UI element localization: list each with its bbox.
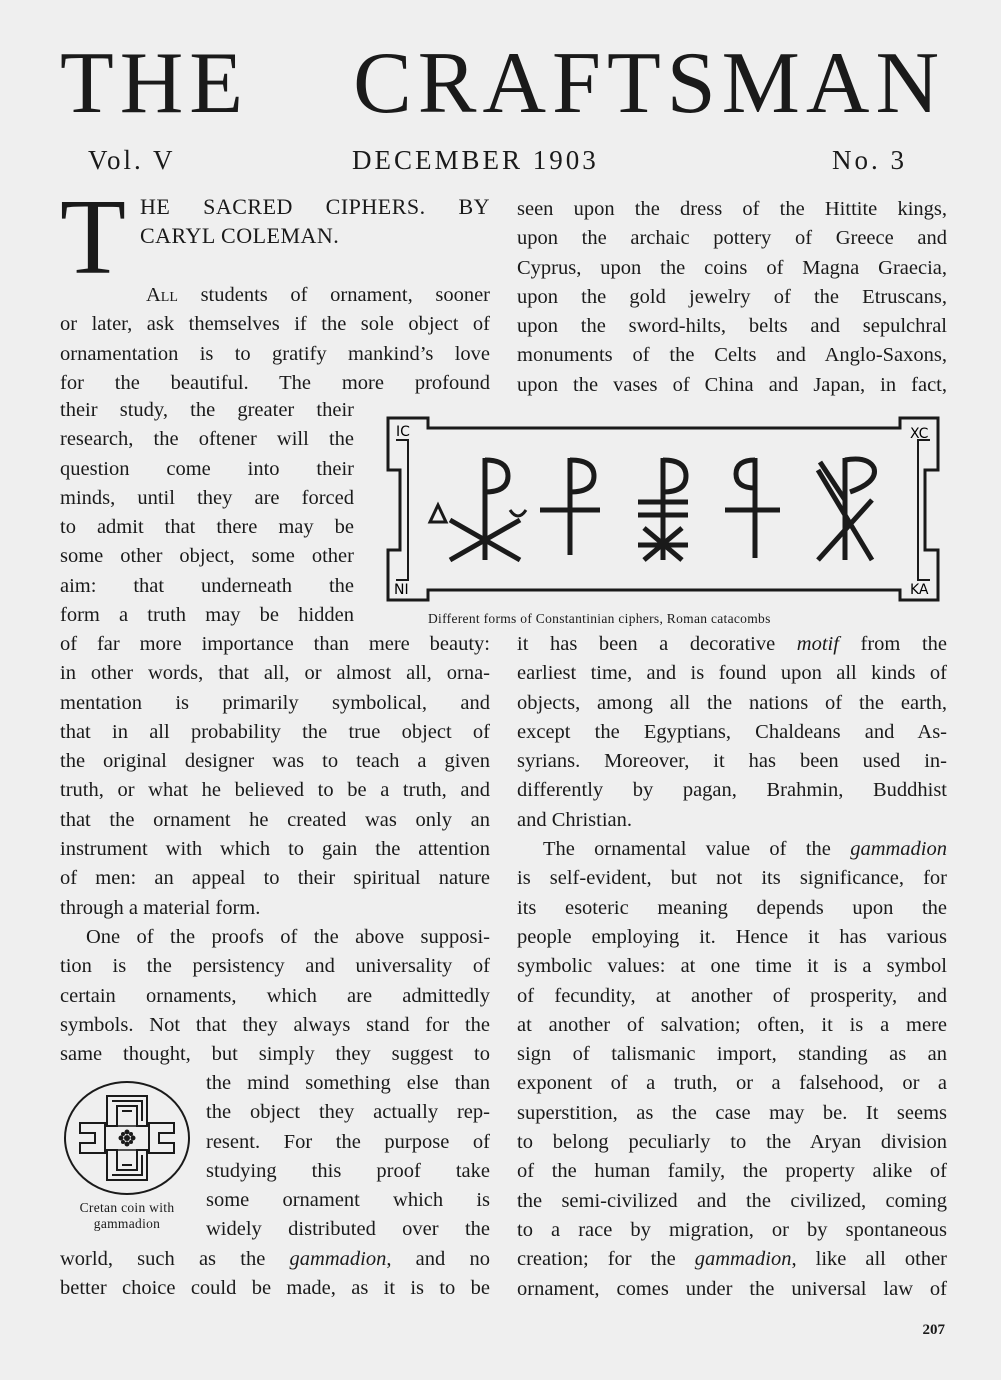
text-line: truth, or what he believed to be a truth, and: [60, 779, 490, 802]
text-line: some other object, some other: [60, 545, 354, 568]
text-line: upon the gold jewelry of the Etruscans,: [517, 285, 947, 308]
constantinian-ciphers-figure: [380, 410, 946, 608]
issue-date: DECEMBER 1903: [352, 145, 599, 175]
text-line: monuments of the Celts and Anglo-Saxons,: [517, 344, 947, 367]
text-line: world, such as the gammadion, and no: [60, 1248, 490, 1270]
text-line: The ornamental value of the gammadion: [543, 838, 947, 861]
text-line: the original designer was to teach a given: [60, 750, 490, 773]
text-line: upon the sword-hilts, belts and sepulchral: [517, 315, 947, 338]
volume-label: Vol. V: [88, 145, 176, 175]
coin-figure-caption: [60, 1200, 194, 1232]
left-column-top: [60, 281, 490, 398]
flower-icon: [119, 1130, 136, 1147]
corner-label: IC: [396, 424, 410, 440]
text-line: form a truth may be hidden: [60, 604, 354, 627]
text-line: at another of salvation; often, it is a mere: [517, 1013, 947, 1036]
text-line: resent. For the purpose of: [206, 1130, 490, 1153]
tau-rho-icon: [725, 458, 780, 558]
text-line: question come into their: [60, 457, 354, 480]
text-line: aim: that underneath the: [60, 574, 354, 597]
text-line: All students of ornament, sooner: [146, 284, 490, 306]
text-line: symbols. Not that they always stand for the: [60, 1013, 490, 1036]
corner-label: KA: [910, 582, 929, 598]
text-line: for the beautiful. The more profound: [60, 371, 490, 394]
text-line: studying this proof take: [206, 1159, 490, 1182]
text-line: of far more importance than mere beauty:: [60, 633, 490, 655]
text-line: research, the oftener will the: [60, 428, 354, 451]
text-line: the semi-civilized and the civilized, coming: [517, 1189, 947, 1212]
text-line: seen upon the dress of the Hittite kings,: [517, 198, 947, 220]
rho-star-icon: [638, 458, 688, 560]
article-title-line: CARYL COLEMAN.: [140, 223, 340, 249]
chi-rho-icon: [430, 458, 526, 560]
text-line: to a race by migration, or by spontaneous: [517, 1218, 947, 1241]
iota-chi-icon: [818, 458, 875, 560]
text-line: minds, until they are forced: [60, 486, 354, 509]
text-line: widely distributed over the: [206, 1218, 490, 1241]
text-line: its esoteric meaning depends upon the: [517, 896, 947, 919]
text-line: except the Egyptians, Chaldeans and As-: [517, 720, 947, 743]
text-line: and Christian.: [517, 808, 633, 831]
text-line: instrument with which to gain the attention: [60, 838, 490, 861]
masthead-title: THE CRAFTSMAN: [60, 35, 945, 132]
issue-number: No. 3: [832, 145, 907, 175]
text-line: that in all probability the true object of: [60, 720, 490, 743]
lead-in: All: [146, 284, 178, 306]
coin-caption-line: Cretan coin with: [79, 1200, 175, 1215]
text-line: to belong peculiarly to the Aryan division: [517, 1131, 947, 1154]
corner-label: XC: [910, 426, 929, 442]
left-column-bottom: [60, 1245, 490, 1304]
right-column-lower: [517, 630, 947, 1304]
text-line: syrians. Moreover, it has been used in-: [517, 750, 947, 773]
text-line: ornament, comes under the universal law of: [517, 1277, 947, 1300]
text-line: the mind something else than: [206, 1072, 490, 1094]
text-line: sign of talismanic import, standing as an: [517, 1043, 947, 1066]
text-line: ornamentation is to gratify mankind’s love: [60, 342, 490, 365]
text-line: One of the proofs of the above supposi-: [86, 925, 490, 948]
text-line: or later, ask themselves if the sole object of: [60, 313, 490, 336]
text-line: differently by pagan, Brahmin, Buddhist: [517, 779, 947, 802]
text-line: certain ornaments, which are admittedly: [60, 984, 490, 1007]
text-line: tion is the persistency and universality of: [60, 955, 490, 978]
right-column-top: [517, 195, 947, 400]
text-line: upon the archaic pottery of Greece and: [517, 227, 947, 250]
text-line: of men: an appeal to their spiritual nature: [60, 867, 490, 890]
text-line: to admit that there may be: [60, 516, 354, 539]
text-line: symbolic values: at one time it is a symbol: [517, 955, 947, 978]
text-line: some ornament which is: [206, 1189, 490, 1212]
text-line: earliest time, and is found upon all kinds of: [517, 662, 947, 685]
cretan-coin-figure: [60, 1078, 194, 1198]
text-line: the object they actually rep-: [206, 1101, 490, 1124]
text-line: through a material form.: [60, 896, 261, 919]
staurogram-icon: [540, 458, 600, 555]
text-line: is self-evident, but not its significance, for: [517, 867, 947, 890]
drop-cap: T: [60, 178, 126, 297]
text-line: creation; for the gammadion, like all other: [517, 1248, 947, 1271]
left-column-coin-wrap: [206, 1069, 490, 1245]
text-line: objects, among all the nations of the earth,: [517, 691, 947, 714]
text-line: it has been a decorative motif from the: [517, 633, 947, 655]
text-line: upon the vases of China and Japan, in fact,: [517, 373, 947, 396]
text-line: exponent of a truth, or a falsehood, or a: [517, 1072, 947, 1095]
text-line: superstition, as the case may be. It seems: [517, 1101, 947, 1124]
left-column-narrow: [60, 396, 354, 630]
text-line: same thought, but simply they suggest to: [60, 1043, 490, 1066]
page-number: 207: [922, 1322, 945, 1338]
text-line: in other words, that all, or almost all, orna-: [60, 662, 490, 685]
text-line: of the human family, the property alike of: [517, 1160, 947, 1183]
cipher-figure-caption: Different forms of Constantinian ciphers, Roman catacombs: [428, 611, 771, 626]
coin-caption-line: gammadion: [93, 1216, 161, 1231]
text-line: that the ornament he created was only an: [60, 808, 490, 831]
text-line: people employing it. Hence it has various: [517, 925, 947, 948]
text-line: Cyprus, upon the coins of Magna Graecia,: [517, 256, 947, 279]
article-title: [140, 192, 490, 251]
text-line: of fecundity, at another of prosperity, and: [517, 984, 947, 1007]
article-title-line: HE SACRED CIPHERS. BY: [140, 194, 490, 219]
text-line: mentation is primarily symbolical, and: [60, 691, 490, 714]
corner-label: NI: [394, 582, 409, 598]
left-column-lower: [60, 630, 490, 1069]
frame-inner-left: [396, 440, 408, 580]
text-line: better choice could be made, as it is to be: [60, 1277, 490, 1300]
text-line: their study, the greater their: [60, 399, 354, 421]
